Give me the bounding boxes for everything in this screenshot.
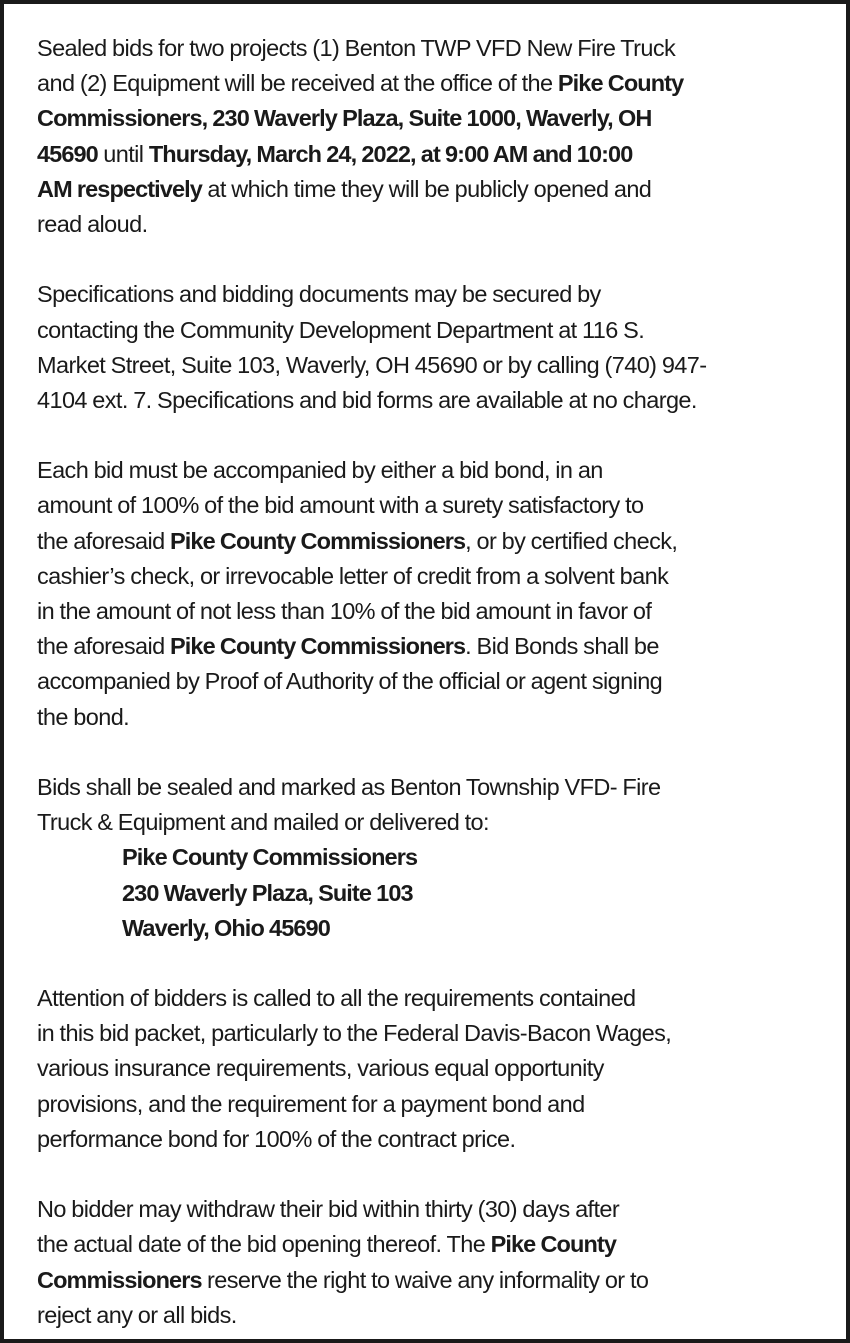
text: accompanied by Proof of Authority of the official or agent signing — [37, 668, 663, 695]
paragraph-requirements — [37, 981, 827, 1157]
text: 4104 ext. 7. Specifications and bid forms are available at no charge. — [37, 386, 697, 413]
text-line — [37, 66, 827, 101]
text-line — [37, 981, 827, 1016]
bold-text: Thursday, March 24, 2022, at 9:00 AM and 10:00 — [148, 140, 633, 167]
text-line — [37, 1051, 827, 1086]
paragraph-specifications — [37, 277, 827, 418]
text-line — [37, 101, 827, 136]
text-line — [37, 488, 827, 523]
text: reject any or all bids. — [37, 1301, 237, 1328]
text: in this bid packet, particularly to the Federal Davis-Bacon Wages, — [37, 1020, 672, 1047]
text-line — [37, 1263, 827, 1298]
text: performance bond for 100% of the contract price. — [37, 1125, 516, 1152]
text: Each bid must be accompanied by either a bid bond, in an — [37, 457, 603, 484]
text: Specifications and bidding documents may be secured by — [37, 281, 601, 308]
text-line — [37, 805, 827, 840]
text: the actual date of the bid opening thereof. The — [37, 1231, 491, 1258]
text-line — [37, 1016, 827, 1051]
text: in the amount of not less than 10% of the bid amount in favor of — [37, 598, 652, 624]
text-line — [37, 1122, 827, 1157]
bold-text: Pike County — [490, 1231, 617, 1258]
paragraph-bid-bond — [37, 453, 827, 735]
legal-notice — [37, 31, 827, 1333]
bold-text: Commissioners — [37, 1266, 202, 1293]
text-line — [37, 1227, 827, 1262]
text-line — [37, 383, 827, 418]
text: the bond. — [37, 703, 130, 730]
delivery-address — [37, 840, 827, 946]
text: , or by certified check, — [465, 527, 678, 554]
bold-text: 45690 — [37, 140, 98, 167]
text-line — [37, 1087, 827, 1122]
text: Bids shall be sealed and marked as Benton Township VFD- Fire — [37, 773, 661, 800]
text-line — [37, 629, 827, 664]
text-line — [37, 277, 827, 312]
text: various insurance requirements, various equal opportunity — [37, 1055, 604, 1082]
text-line — [37, 172, 827, 207]
text: No bidder may withdraw their bid within thirty (30) days after — [37, 1196, 620, 1223]
text: reserve the right to waive any informality or to — [201, 1266, 649, 1293]
text: . Bid Bonds shall be — [465, 633, 659, 660]
text-line — [37, 453, 827, 488]
bold-text: Commissioners, 230 Waverly Plaza, Suite 1000, Waverly, OH — [37, 105, 652, 132]
text: the aforesaid — [37, 527, 171, 554]
text-line — [37, 207, 827, 242]
text: Market Street, Suite 103, Waverly, OH 45690 or by calling (740) 947- — [37, 351, 707, 378]
text-line — [37, 524, 827, 559]
text: at which time they will be publicly opened and — [201, 175, 652, 202]
text: provisions, and the requirement for a payment bond and — [37, 1090, 585, 1117]
address-line: Waverly, Ohio 45690 — [122, 914, 330, 941]
text-line — [37, 559, 827, 594]
text: the aforesaid — [37, 633, 171, 660]
text-line — [37, 770, 827, 805]
bold-text: Pike County Commissioners — [170, 527, 466, 554]
text-line — [37, 700, 827, 735]
paragraph-sealed-bids — [37, 31, 827, 242]
text-line — [37, 664, 827, 699]
text: Attention of bidders is called to all the requirements contained — [37, 985, 636, 1012]
text: and (2) Equipment will be received at the office of the — [37, 70, 558, 97]
address-line: 230 Waverly Plaza, Suite 103 — [122, 879, 413, 906]
text: until — [97, 140, 149, 167]
text-line — [37, 1298, 827, 1333]
bold-text: AM respectively — [37, 175, 202, 202]
text-line — [37, 31, 827, 66]
paragraph-withdrawal — [37, 1192, 827, 1333]
bold-text: Pike County — [557, 70, 684, 97]
bold-text: Pike County Commissioners — [170, 633, 466, 660]
address-line: Pike County Commissioners — [122, 844, 418, 871]
text-line — [37, 313, 827, 348]
text: cashier’s check, or irrevocable letter of credit from a solvent bank — [37, 562, 669, 589]
text: Sealed bids for two projects (1) Benton TWP VFD New Fire Truck — [37, 35, 676, 61]
text: contacting the Community Development Department at 116 S. — [37, 316, 645, 343]
text-line — [37, 1192, 827, 1227]
text: Truck & Equipment and mailed or delivered to: — [37, 809, 489, 836]
text-line — [37, 594, 827, 629]
text: read aloud. — [37, 210, 148, 237]
text-line — [37, 348, 827, 383]
text-line — [37, 137, 827, 172]
paragraph-delivery — [37, 770, 827, 840]
text: amount of 100% of the bid amount with a surety satisfactory to — [37, 492, 644, 519]
